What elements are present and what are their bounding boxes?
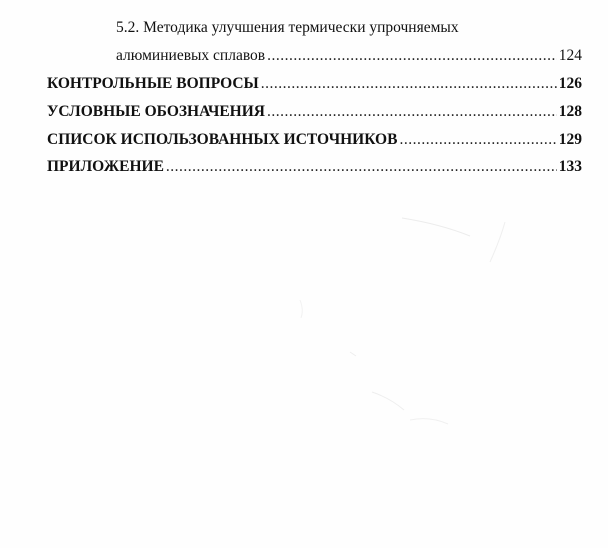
toc-page-number: 124 <box>558 47 582 64</box>
leader-dots <box>267 46 557 66</box>
leader-dots <box>267 102 557 122</box>
toc-entry-title: ПРИЛОЖЕНИЕ <box>47 158 164 175</box>
toc-page-number: 126 <box>558 75 582 92</box>
toc-entry-references[interactable] <box>47 130 582 150</box>
toc-entry-control-questions[interactable] <box>47 74 582 94</box>
toc-page-number: 129 <box>558 131 582 148</box>
toc-entry-title: СПИСОК ИСПОЛЬЗОВАННЫХ ИСТОЧНИКОВ <box>47 131 398 148</box>
toc-subsection-title-text: 5.2. Методика улучшения термически упрочняемых <box>116 19 459 36</box>
toc-page-number: 133 <box>558 158 582 175</box>
leader-dots <box>166 157 557 177</box>
leader-dots <box>399 130 556 150</box>
toc-entry-notation[interactable] <box>47 102 582 122</box>
leader-dots <box>261 74 557 94</box>
toc-entry-subsection[interactable] <box>116 46 582 66</box>
toc-entry-title: КОНТРОЛЬНЫЕ ВОПРОСЫ <box>47 75 259 92</box>
toc-entry-title: УСЛОВНЫЕ ОБОЗНАЧЕНИЯ <box>47 103 265 120</box>
toc-entry-title: алюминиевых сплавов <box>116 47 266 64</box>
toc-page-number: 128 <box>558 103 582 120</box>
toc-subsection-title-line1 <box>116 18 459 38</box>
toc-entry-appendix[interactable] <box>47 157 582 177</box>
